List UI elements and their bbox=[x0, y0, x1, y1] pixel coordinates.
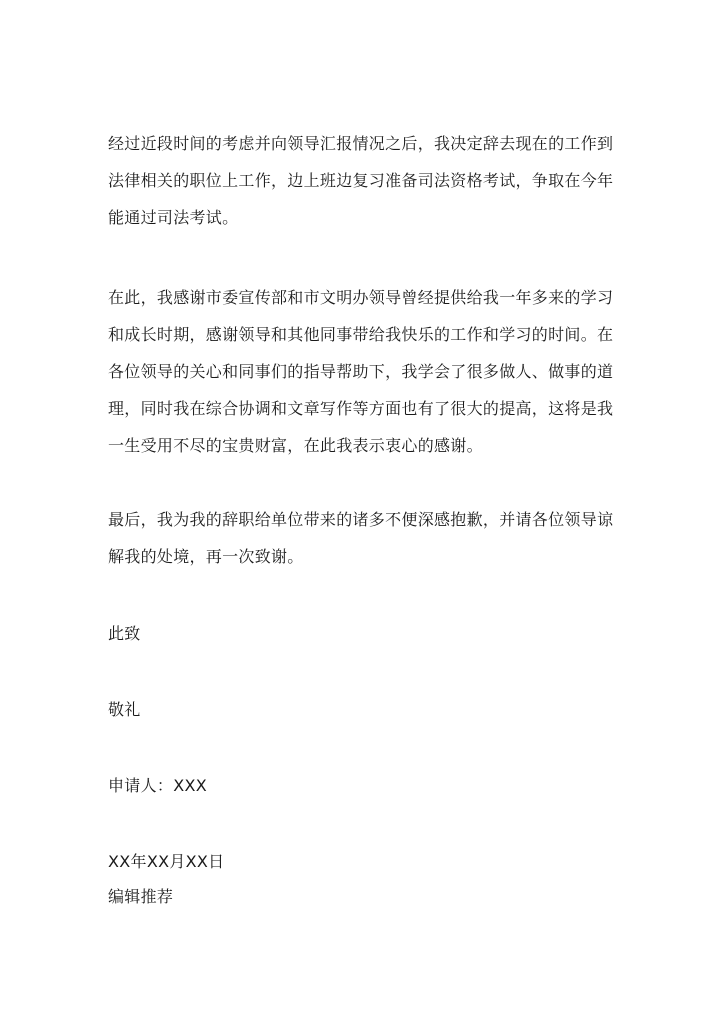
body-paragraph-3: 最后，我为我的辞职给单位带来的诸多不便深感抱歉，并请各位领导谅解我的处境，再一次致谢。 bbox=[108, 510, 614, 566]
closing-regards: 敬礼 bbox=[108, 700, 141, 719]
date-line: XX年XX月XX日 bbox=[108, 852, 225, 871]
body-paragraph-1: 经过近段时间的考虑并向领导汇报情况之后，我决定辞去现在的工作到法律相关的职位上工作，边上班边复习准备司法资格考试，争取在今年能通过司法考试。 bbox=[108, 134, 614, 227]
closing-salutation: 此致 bbox=[108, 624, 141, 643]
body-paragraph-2: 在此，我感谢市委宣传部和市文明办领导曾经提供给我一年多来的学习和成长时期，感谢领导和其他同事带给我快乐的工作和学习的时间。在各位领导的关心和同事们的指导帮助下，我学会了很多做人、做事的道理，同时我在综合协调和文章写作等方面也有了很大的提高，这将是我一生受用不尽的宝贵财富，在此我表示衷心的感谢。 bbox=[108, 288, 614, 455]
editor-recommend-label: 编辑推荐 bbox=[108, 887, 174, 906]
applicant-line: 申请人：XXX bbox=[108, 776, 207, 795]
